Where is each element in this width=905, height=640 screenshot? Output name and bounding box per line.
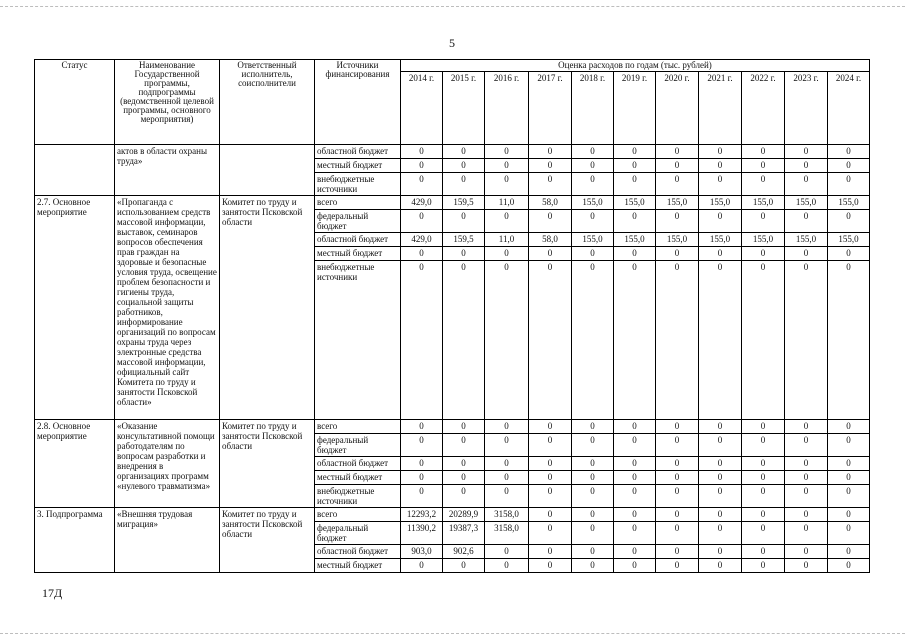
value-cell: 0 [443, 457, 485, 471]
header-year: 2021 г. [699, 72, 742, 145]
value-cell: 0 [443, 434, 485, 457]
name-cell: «Оказание консультативной помощи работодателям по вопросам разработки и внедрения в организациях программ «нулевого травматизма» [115, 420, 220, 508]
value-cell: 58,0 [529, 196, 572, 210]
responsible-cell: Комитет по труду и занятости Псковской области [220, 196, 315, 420]
value-cell: 0 [699, 420, 742, 434]
value-cell: 155,0 [614, 196, 656, 210]
value-cell: 0 [699, 247, 742, 261]
value-cell: 0 [785, 173, 828, 196]
header-status: Статус [35, 60, 115, 145]
value-cell: 0 [656, 420, 699, 434]
value-cell: 0 [785, 261, 828, 420]
value-cell: 155,0 [656, 196, 699, 210]
value-cell: 0 [529, 247, 572, 261]
value-cell: 0 [572, 159, 614, 173]
value-cell: 0 [614, 559, 656, 573]
value-cell: 0 [485, 457, 529, 471]
source-cell: всего [315, 508, 401, 522]
value-cell: 0 [656, 434, 699, 457]
value-cell: 0 [614, 247, 656, 261]
value-cell: 0 [656, 457, 699, 471]
value-cell: 0 [401, 247, 443, 261]
table-row [35, 508, 870, 522]
value-cell: 0 [443, 261, 485, 420]
header-year: 2020 г. [656, 72, 699, 145]
header-year: 2017 г. [529, 72, 572, 145]
value-cell: 0 [785, 559, 828, 573]
value-cell: 0 [529, 420, 572, 434]
value-cell: 0 [529, 559, 572, 573]
value-cell: 0 [401, 145, 443, 159]
value-cell: 0 [656, 485, 699, 508]
table-row [35, 420, 870, 434]
value-cell: 0 [572, 434, 614, 457]
value-cell: 159,5 [443, 233, 485, 247]
header-year: 2023 г. [785, 72, 828, 145]
value-cell: 0 [572, 522, 614, 545]
status-cell: 3. Подпрограмма [35, 508, 115, 573]
value-cell: 0 [529, 522, 572, 545]
value-cell: 0 [785, 145, 828, 159]
value-cell: 429,0 [401, 196, 443, 210]
value-cell: 0 [443, 247, 485, 261]
value-cell: 0 [572, 210, 614, 233]
value-cell: 0 [828, 261, 870, 420]
value-cell: 0 [443, 559, 485, 573]
value-cell: 0 [742, 471, 785, 485]
value-cell: 0 [485, 173, 529, 196]
value-cell: 0 [614, 159, 656, 173]
value-cell: 0 [443, 145, 485, 159]
value-cell: 11,0 [485, 196, 529, 210]
value-cell: 0 [614, 522, 656, 545]
value-cell: 0 [699, 173, 742, 196]
value-cell: 0 [699, 559, 742, 573]
value-cell: 0 [529, 434, 572, 457]
value-cell: 0 [443, 159, 485, 173]
value-cell: 0 [785, 434, 828, 457]
value-cell: 0 [485, 559, 529, 573]
value-cell: 0 [529, 173, 572, 196]
source-cell: областной бюджет [315, 457, 401, 471]
value-cell: 0 [614, 485, 656, 508]
value-cell: 0 [443, 173, 485, 196]
responsible-cell [220, 145, 315, 196]
value-cell: 0 [699, 457, 742, 471]
document-code: 17Д [42, 586, 63, 600]
header-year: 2014 г. [401, 72, 443, 145]
status-cell: 2.7. Основное мероприятие [35, 196, 115, 420]
source-cell: федеральный бюджет [315, 434, 401, 457]
value-cell: 0 [572, 545, 614, 559]
header-estimate: Оценка расходов по годам (тыс. рублей) [401, 60, 870, 72]
value-cell: 11,0 [485, 233, 529, 247]
value-cell: 0 [785, 247, 828, 261]
value-cell: 0 [699, 210, 742, 233]
value-cell: 0 [656, 159, 699, 173]
value-cell: 0 [529, 159, 572, 173]
header-sources: Источники финансирования [315, 60, 401, 145]
value-cell: 0 [401, 173, 443, 196]
value-cell: 0 [572, 145, 614, 159]
value-cell: 0 [485, 261, 529, 420]
value-cell: 0 [614, 210, 656, 233]
value-cell: 0 [401, 434, 443, 457]
source-cell: внебюджетные источники [315, 485, 401, 508]
value-cell: 0 [614, 508, 656, 522]
value-cell: 0 [785, 485, 828, 508]
source-cell: федеральный бюджет [315, 210, 401, 233]
source-cell: местный бюджет [315, 159, 401, 173]
value-cell: 0 [614, 420, 656, 434]
value-cell: 155,0 [742, 196, 785, 210]
value-cell: 0 [529, 545, 572, 559]
header-year: 2018 г. [572, 72, 614, 145]
value-cell: 155,0 [785, 233, 828, 247]
value-cell: 155,0 [699, 233, 742, 247]
name-cell: «Пропаганда с использованием средств массовой информации, выставок, семинаров вопросов обеспечения прав граждан на здоровые и безопасные условия труда, освещение проблем безопасности и гигиены труда, социальной защиты работников, информирование организаций по вопросам охраны труда через электронные средства массовой информации, официальный сайт Комитета по труду и занятости Псковской области» [115, 196, 220, 420]
value-cell: 12293,2 [401, 508, 443, 522]
value-cell: 155,0 [656, 233, 699, 247]
value-cell: 0 [699, 261, 742, 420]
value-cell: 0 [572, 485, 614, 508]
value-cell: 0 [656, 508, 699, 522]
value-cell: 0 [699, 522, 742, 545]
value-cell: 0 [485, 471, 529, 485]
value-cell: 0 [656, 173, 699, 196]
source-cell: местный бюджет [315, 471, 401, 485]
value-cell: 0 [742, 559, 785, 573]
value-cell: 0 [572, 173, 614, 196]
value-cell: 0 [699, 159, 742, 173]
value-cell: 20289,9 [443, 508, 485, 522]
responsible-cell: Комитет по труду и занятости Псковской области [220, 508, 315, 573]
source-cell: областной бюджет [315, 545, 401, 559]
value-cell: 0 [828, 420, 870, 434]
page-number: 5 [449, 36, 455, 50]
source-cell: областной бюджет [315, 145, 401, 159]
source-cell: областной бюджет [315, 233, 401, 247]
table-row [35, 196, 870, 210]
value-cell: 0 [742, 173, 785, 196]
value-cell: 902,6 [443, 545, 485, 559]
value-cell: 0 [785, 471, 828, 485]
value-cell: 0 [529, 457, 572, 471]
value-cell: 0 [443, 210, 485, 233]
value-cell: 0 [742, 210, 785, 233]
header-year: 2019 г. [614, 72, 656, 145]
value-cell: 0 [401, 457, 443, 471]
name-cell: «Внешняя трудовая миграция» [115, 508, 220, 573]
value-cell: 0 [572, 261, 614, 420]
source-cell: внебюджетные источники [315, 261, 401, 420]
header-year: 2015 г. [443, 72, 485, 145]
budget-table [34, 59, 870, 573]
value-cell: 159,5 [443, 196, 485, 210]
source-cell: всего [315, 196, 401, 210]
value-cell: 0 [699, 508, 742, 522]
header-name: Наименование Государственной программы, подпрограммы (ведомственной целевой программы, основного мероприятия) [115, 60, 220, 145]
value-cell: 0 [401, 261, 443, 420]
header-year: 2016 г. [485, 72, 529, 145]
value-cell: 0 [614, 434, 656, 457]
value-cell: 0 [401, 159, 443, 173]
responsible-cell: Комитет по труду и занятости Псковской области [220, 420, 315, 508]
value-cell: 0 [785, 508, 828, 522]
value-cell: 0 [614, 545, 656, 559]
value-cell: 0 [828, 471, 870, 485]
value-cell: 155,0 [572, 233, 614, 247]
value-cell: 0 [401, 420, 443, 434]
value-cell: 0 [485, 485, 529, 508]
value-cell: 155,0 [828, 196, 870, 210]
value-cell: 0 [529, 210, 572, 233]
value-cell: 0 [828, 210, 870, 233]
value-cell: 0 [785, 420, 828, 434]
value-cell: 0 [401, 485, 443, 508]
value-cell: 0 [828, 159, 870, 173]
value-cell: 0 [485, 210, 529, 233]
value-cell: 0 [572, 471, 614, 485]
value-cell: 0 [785, 522, 828, 545]
value-cell: 0 [614, 457, 656, 471]
value-cell: 0 [699, 545, 742, 559]
value-cell: 0 [656, 261, 699, 420]
value-cell: 0 [614, 471, 656, 485]
value-cell: 0 [656, 545, 699, 559]
value-cell: 0 [656, 210, 699, 233]
value-cell: 155,0 [828, 233, 870, 247]
value-cell: 0 [828, 434, 870, 457]
value-cell: 0 [785, 545, 828, 559]
value-cell: 0 [742, 145, 785, 159]
value-cell: 0 [656, 247, 699, 261]
value-cell: 0 [742, 508, 785, 522]
value-cell: 0 [699, 434, 742, 457]
value-cell: 58,0 [529, 233, 572, 247]
value-cell: 0 [742, 545, 785, 559]
value-cell: 0 [401, 559, 443, 573]
value-cell: 0 [572, 247, 614, 261]
value-cell: 0 [443, 485, 485, 508]
value-cell: 0 [742, 261, 785, 420]
value-cell: 155,0 [699, 196, 742, 210]
value-cell: 0 [828, 247, 870, 261]
value-cell: 0 [614, 145, 656, 159]
value-cell: 11390,2 [401, 522, 443, 545]
value-cell: 0 [742, 485, 785, 508]
value-cell: 0 [828, 173, 870, 196]
value-cell: 0 [401, 210, 443, 233]
source-cell: федеральный бюджет [315, 522, 401, 545]
value-cell: 0 [656, 471, 699, 485]
source-cell: всего [315, 420, 401, 434]
scan-edge-top [0, 6, 905, 7]
value-cell: 0 [828, 485, 870, 508]
value-cell: 0 [443, 420, 485, 434]
value-cell: 0 [742, 522, 785, 545]
value-cell: 19387,3 [443, 522, 485, 545]
source-cell: местный бюджет [315, 559, 401, 573]
value-cell: 0 [699, 471, 742, 485]
value-cell: 0 [699, 145, 742, 159]
value-cell: 0 [529, 261, 572, 420]
value-cell: 0 [828, 457, 870, 471]
value-cell: 155,0 [785, 196, 828, 210]
value-cell: 0 [656, 559, 699, 573]
value-cell: 0 [529, 471, 572, 485]
value-cell: 0 [572, 508, 614, 522]
header-responsible: Ответственный исполнитель, соисполнители [220, 60, 315, 145]
value-cell: 0 [485, 159, 529, 173]
table-body [35, 145, 870, 573]
value-cell: 0 [529, 485, 572, 508]
value-cell: 0 [485, 434, 529, 457]
value-cell: 429,0 [401, 233, 443, 247]
value-cell: 0 [572, 457, 614, 471]
header-year: 2024 г. [828, 72, 870, 145]
value-cell: 0 [785, 159, 828, 173]
value-cell: 0 [828, 522, 870, 545]
value-cell: 0 [699, 485, 742, 508]
value-cell: 0 [742, 457, 785, 471]
value-cell: 0 [485, 545, 529, 559]
value-cell: 0 [572, 420, 614, 434]
value-cell: 155,0 [572, 196, 614, 210]
source-cell: внебюджетные источники [315, 173, 401, 196]
value-cell: 0 [443, 471, 485, 485]
value-cell: 0 [485, 247, 529, 261]
value-cell: 0 [656, 145, 699, 159]
scan-edge-bottom [0, 633, 905, 634]
source-cell: местный бюджет [315, 247, 401, 261]
value-cell: 0 [614, 173, 656, 196]
value-cell: 0 [485, 145, 529, 159]
value-cell: 3158,0 [485, 508, 529, 522]
value-cell: 0 [656, 522, 699, 545]
status-cell: 2.8. Основное мероприятие [35, 420, 115, 508]
value-cell: 903,0 [401, 545, 443, 559]
value-cell: 0 [828, 545, 870, 559]
value-cell: 0 [742, 247, 785, 261]
value-cell: 0 [572, 559, 614, 573]
value-cell: 155,0 [742, 233, 785, 247]
name-cell: актов в области охраны труда» [115, 145, 220, 196]
value-cell: 0 [785, 210, 828, 233]
value-cell: 0 [529, 508, 572, 522]
value-cell: 0 [742, 159, 785, 173]
value-cell: 0 [828, 508, 870, 522]
value-cell: 0 [828, 145, 870, 159]
value-cell: 155,0 [614, 233, 656, 247]
value-cell: 0 [742, 434, 785, 457]
value-cell: 0 [401, 471, 443, 485]
value-cell: 0 [614, 261, 656, 420]
value-cell: 0 [529, 145, 572, 159]
value-cell: 0 [485, 420, 529, 434]
value-cell: 0 [742, 420, 785, 434]
header-year: 2022 г. [742, 72, 785, 145]
table-row [35, 145, 870, 159]
value-cell: 0 [828, 559, 870, 573]
status-cell [35, 145, 115, 196]
value-cell: 3158,0 [485, 522, 529, 545]
value-cell: 0 [785, 457, 828, 471]
